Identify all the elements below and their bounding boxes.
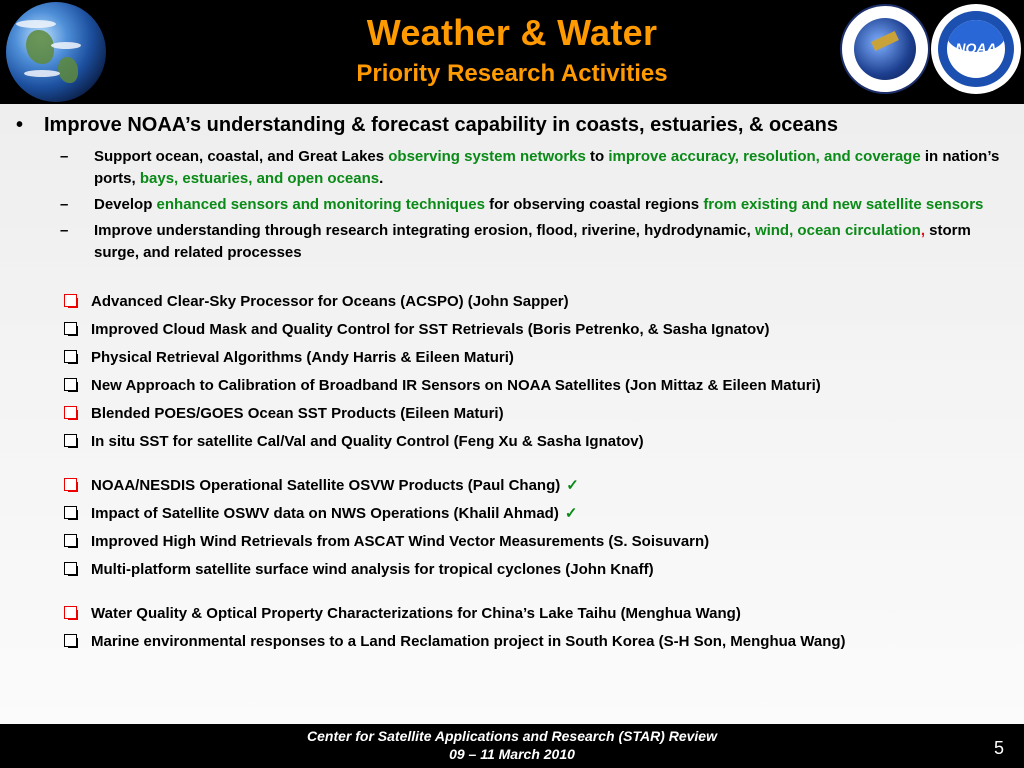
sub-bullet: [60, 194, 1004, 216]
sub-bullet-text: Support ocean, coastal, and Great Lakes observing system networks to improve accuracy, resolution, and coverage in nation’s ports, bays, estuaries, and open oceans.: [94, 148, 1000, 187]
checkbox-bullet-icon: [64, 506, 77, 519]
checkbox-bullet-icon: [64, 634, 77, 647]
checklist-item: [64, 403, 504, 425]
checklist-item-text: Improved Cloud Mask and Quality Control for SST Retrievals (Boris Petrenko, & Sasha Ignatov): [91, 321, 770, 338]
checklist-item: [64, 631, 846, 653]
slide-title: Weather & Water: [366, 12, 658, 53]
sub-bullet-marker: –: [60, 196, 69, 213]
checkbox-bullet-icon: [64, 478, 77, 491]
sub-bullet-marker: –: [60, 222, 69, 239]
checkbox-bullet-icon: [64, 534, 77, 547]
bullet-marker: •: [16, 114, 24, 136]
checkmark-icon: ✓: [566, 477, 579, 494]
sub-bullet: [60, 146, 1004, 190]
checklist-item-text: Blended POES/GOES Ocean SST Products (Eileen Maturi): [91, 405, 504, 422]
checklist-item: [64, 503, 577, 525]
checklist-item: [64, 291, 569, 313]
checkbox-bullet-icon: [64, 350, 77, 363]
checklist-item-text: Multi-platform satellite surface wind analysis for tropical cyclones (John Knaff): [91, 561, 654, 578]
footer-bar: [0, 724, 1024, 768]
checklist-item-text: Water Quality & Optical Property Characterizations for China’s Lake Taihu (Menghua Wang): [91, 605, 741, 622]
checklist-item-text: Impact of Satellite OSWV data on NWS Operations (Khalil Ahmad): [91, 505, 559, 522]
footer-line-2: 09 – 11 March 2010: [449, 746, 575, 762]
sub-bullet: [60, 220, 1004, 264]
noaa-nesdis-star-logo: [840, 4, 930, 94]
checklist-item-text: Physical Retrieval Algorithms (Andy Harris & Eileen Maturi): [91, 349, 514, 366]
checklist-item: [64, 347, 514, 369]
checkmark-icon: ✓: [564, 505, 578, 522]
checklist-item-text: Marine environmental responses to a Land Reclamation project in South Korea (S-H Son, Menghua Wang): [91, 633, 846, 650]
sub-bullet-text: Develop enhanced sensors and monitoring techniques for observing coastal regions from existing and new satellite sensors: [94, 196, 984, 213]
checkbox-bullet-icon: [64, 294, 77, 307]
slide-subtitle: Priority Research Activities: [356, 60, 668, 87]
footer-line-1: Center for Satellite Applications and Research (STAR) Review: [307, 728, 717, 744]
checkbox-bullet-icon: [64, 434, 77, 447]
main-bullet: [16, 114, 838, 137]
checklist-item-text: New Approach to Calibration of Broadband IR Sensors on NOAA Satellites (Jon Mittaz & Eileen Maturi): [91, 377, 821, 394]
checklist-item: [64, 559, 654, 581]
checkbox-bullet-icon: [64, 406, 77, 419]
checklist-item: [64, 475, 579, 497]
checkbox-bullet-icon: [64, 322, 77, 335]
main-bullet-text: Improve NOAA’s understanding & forecast capability in coasts, estuaries, & oceans: [44, 114, 838, 136]
checkbox-bullet-icon: [64, 606, 77, 619]
sub-bullet-text: Improve understanding through research integrating erosion, flood, riverine, hydrodynamic, wind, ocean circulation, storm surge, and related processes: [94, 222, 971, 261]
checklist-item: [64, 431, 644, 453]
checkbox-bullet-icon: [64, 562, 77, 575]
checklist-item-text: Advanced Clear-Sky Processor for Oceans (ACSPO) (John Sapper): [91, 293, 569, 310]
checklist-item-text: Improved High Wind Retrievals from ASCAT Wind Vector Measurements (S. Soisuvarn): [91, 533, 710, 550]
checklist-item: [64, 531, 709, 553]
checklist-item-text: In situ SST for satellite Cal/Val and Quality Control (Feng Xu & Sasha Ignatov): [91, 433, 644, 450]
checklist-item: [64, 319, 769, 341]
header-bar: [0, 0, 1024, 102]
checklist-item-text: NOAA/NESDIS Operational Satellite OSVW Products (Paul Chang): [91, 477, 561, 494]
sub-bullet-marker: –: [60, 148, 69, 165]
checkbox-bullet-icon: [64, 378, 77, 391]
checklist-item: [64, 603, 741, 625]
checklist-item: [64, 375, 821, 397]
noaa-logo: NOAA: [931, 4, 1021, 94]
page-number: 5: [993, 738, 1004, 758]
